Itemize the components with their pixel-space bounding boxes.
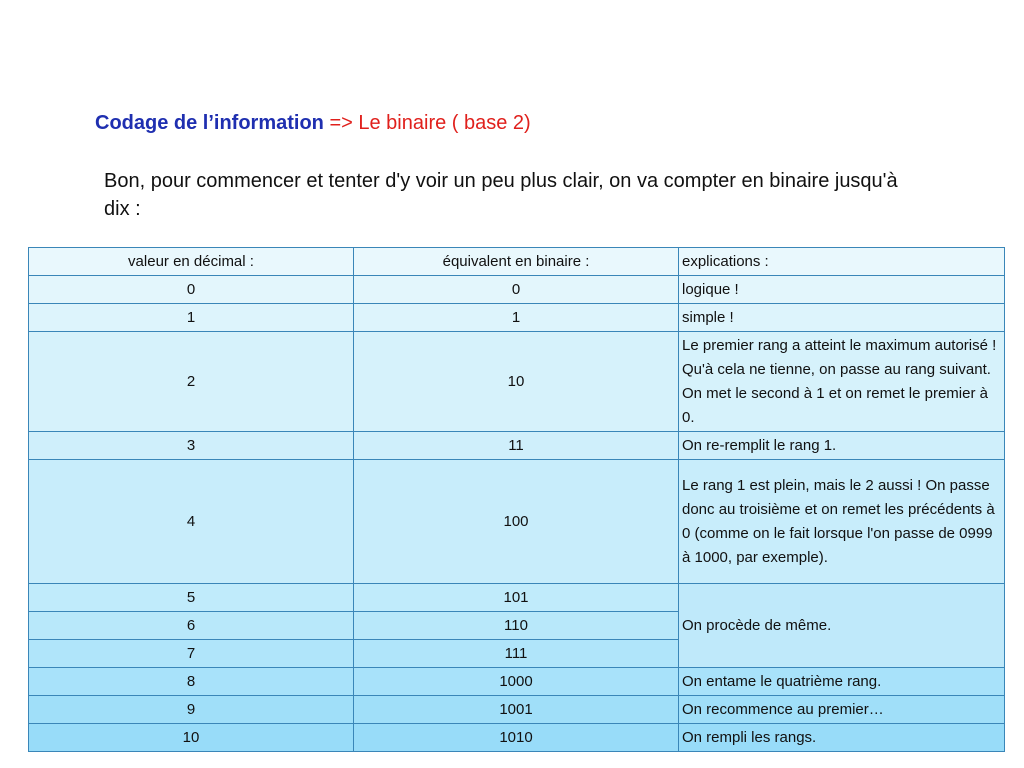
cell-binary: 1000 [354,668,679,696]
title-subtitle: => Le binaire ( base 2) [323,112,531,134]
header-binary: équivalent en binaire : [354,248,679,276]
cell-explanation: On recommence au premier… [679,696,1005,724]
table-header-row [29,248,1005,276]
cell-binary: 111 [354,640,679,668]
cell-decimal: 3 [29,432,354,460]
binary-table [28,247,1005,752]
cell-explanation: Le rang 1 est plein, mais le 2 aussi ! On passe donc au troisième et on remet les précédents à 0 (comme on le fait lorsque l'on passe de 0999 à 1000, par exemple). [679,460,1005,584]
cell-binary: 110 [354,612,679,640]
cell-binary: 101 [354,584,679,612]
cell-decimal: 5 [29,584,354,612]
header-decimal: valeur en décimal : [29,248,354,276]
cell-explanation: On rempli les rangs. [679,724,1005,752]
cell-decimal: 2 [29,332,354,432]
intro-paragraph: Bon, pour commencer et tenter d'y voir un peu plus clair, on va compter en binaire jusqu'à dix : [104,170,898,220]
title-main: Codage de l’information [95,112,324,134]
table-row [29,668,1005,696]
cell-explanation: On entame le quatrième rang. [679,668,1005,696]
cell-decimal: 7 [29,640,354,668]
table-row [29,276,1005,304]
cell-binary: 1 [354,304,679,332]
cell-binary: 100 [354,460,679,584]
cell-explanation: On re-remplit le rang 1. [679,432,1005,460]
table-row [29,304,1005,332]
cell-binary: 10 [354,332,679,432]
cell-explanation: simple ! [679,304,1005,332]
cell-binary: 1010 [354,724,679,752]
header-explanation: explications : [679,248,1005,276]
table-row [29,696,1005,724]
cell-binary: 11 [354,432,679,460]
cell-explanation: On procède de même. [679,584,1005,668]
cell-decimal: 9 [29,696,354,724]
cell-decimal: 0 [29,276,354,304]
slide-title [95,111,531,135]
cell-decimal: 1 [29,304,354,332]
cell-decimal: 10 [29,724,354,752]
table-row [29,432,1005,460]
table-row [29,460,1005,584]
table-row [29,584,1005,612]
cell-binary: 1001 [354,696,679,724]
cell-decimal: 8 [29,668,354,696]
cell-decimal: 6 [29,612,354,640]
cell-explanation: Le premier rang a atteint le maximum autorisé ! Qu'à cela ne tienne, on passe au rang suivant. On met le second à 1 et on remet le premier à 0. [679,332,1005,432]
cell-decimal: 4 [29,460,354,584]
table-row [29,724,1005,752]
table-row [29,332,1005,432]
cell-explanation: logique ! [679,276,1005,304]
cell-binary: 0 [354,276,679,304]
